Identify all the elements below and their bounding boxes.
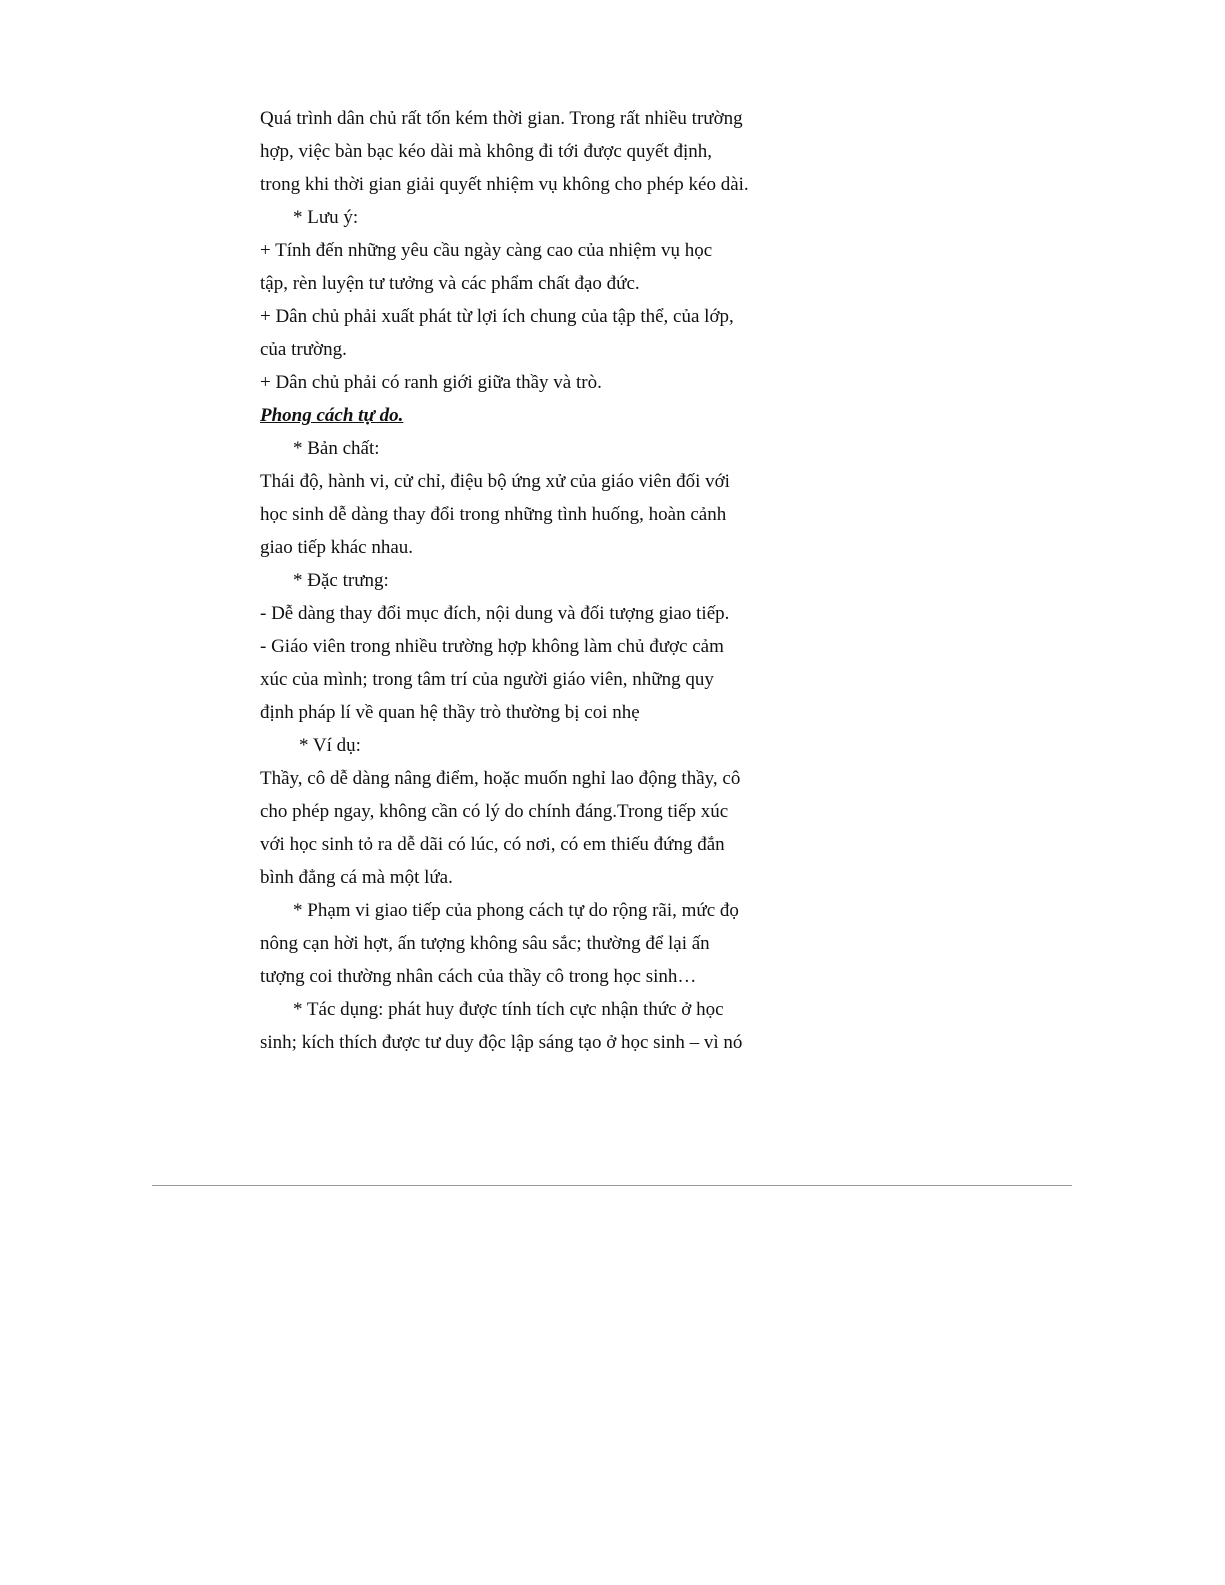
subheading-vi-du: * Ví dụ: [299,735,361,756]
text-line: giao tiếp khác nhau. [260,537,414,558]
text-line: - Dễ dàng thay đổi mục đích, nội dung và đối tượng giao tiếp. [260,603,730,624]
text-line: cho phép ngay, không cần có lý do chính đáng.Trong tiếp xúc [260,801,729,822]
text-line: + Dân chủ phải có ranh giới giữa thầy và trò. [260,372,602,393]
text-line: nông cạn hời hợt, ấn tượng không sâu sắc; thường để lại ấn [260,933,710,954]
text-line: bình đẳng cá mà một lứa. [260,867,453,888]
section-heading: Phong cách tự do. [260,405,404,426]
page-divider [152,1185,1072,1186]
subheading-luu-y: * Lưu ý: [293,207,359,228]
text-line: sinh; kích thích được tư duy độc lập sáng tạo ở học sinh – vì nó [260,1032,743,1053]
text-line: học sinh dễ dàng thay đổi trong những tình huống, hoàn cảnh [260,504,727,525]
text-line: của trường. [260,339,347,360]
text-line: Quá trình dân chủ rất tốn kém thời gian. Trong rất nhiều trường [260,108,743,129]
text-line: hợp, việc bàn bạc kéo dài mà không đi tới được quyết định, [260,141,713,162]
text-line: định pháp lí về quan hệ thầy trò thường bị coi nhẹ [260,702,640,723]
text-line: tập, rèn luyện tư tưởng và các phẩm chất đạo đức. [260,273,640,294]
text-line: Thầy, cô dễ dàng nâng điểm, hoặc muốn nghỉ lao động thầy, cô [260,768,741,789]
text-line: trong khi thời gian giải quyết nhiệm vụ không cho phép kéo dài. [260,174,749,195]
text-line: xúc của mình; trong tâm trí của người giáo viên, những quy [260,669,714,690]
subheading-dac-trung: * Đặc trưng: [293,570,389,591]
text-line: Thái độ, hành vi, cử chỉ, điệu bộ ứng xử của giáo viên đối với [260,471,730,492]
text-line-tac-dung: * Tác dụng: phát huy được tính tích cực nhận thức ở học [293,999,724,1020]
text-line-pham-vi: * Phạm vi giao tiếp của phong cách tự do rộng rãi, mức đọ [293,900,739,921]
text-line: - Giáo viên trong nhiều trường hợp không làm chủ được cảm [260,636,724,657]
text-line: với học sinh tỏ ra dễ dãi có lúc, có nơi, có em thiếu đứng đắn [260,834,725,855]
text-line: + Tính đến những yêu cầu ngày càng cao của nhiệm vụ học [260,240,713,261]
page-body [260,102,780,1059]
subheading-ban-chat: * Bản chất: [293,438,380,459]
text-line: + Dân chủ phải xuất phát từ lợi ích chung của tập thể, của lớp, [260,306,734,327]
text-line: tượng coi thường nhân cách của thầy cô trong học sinh… [260,966,697,987]
